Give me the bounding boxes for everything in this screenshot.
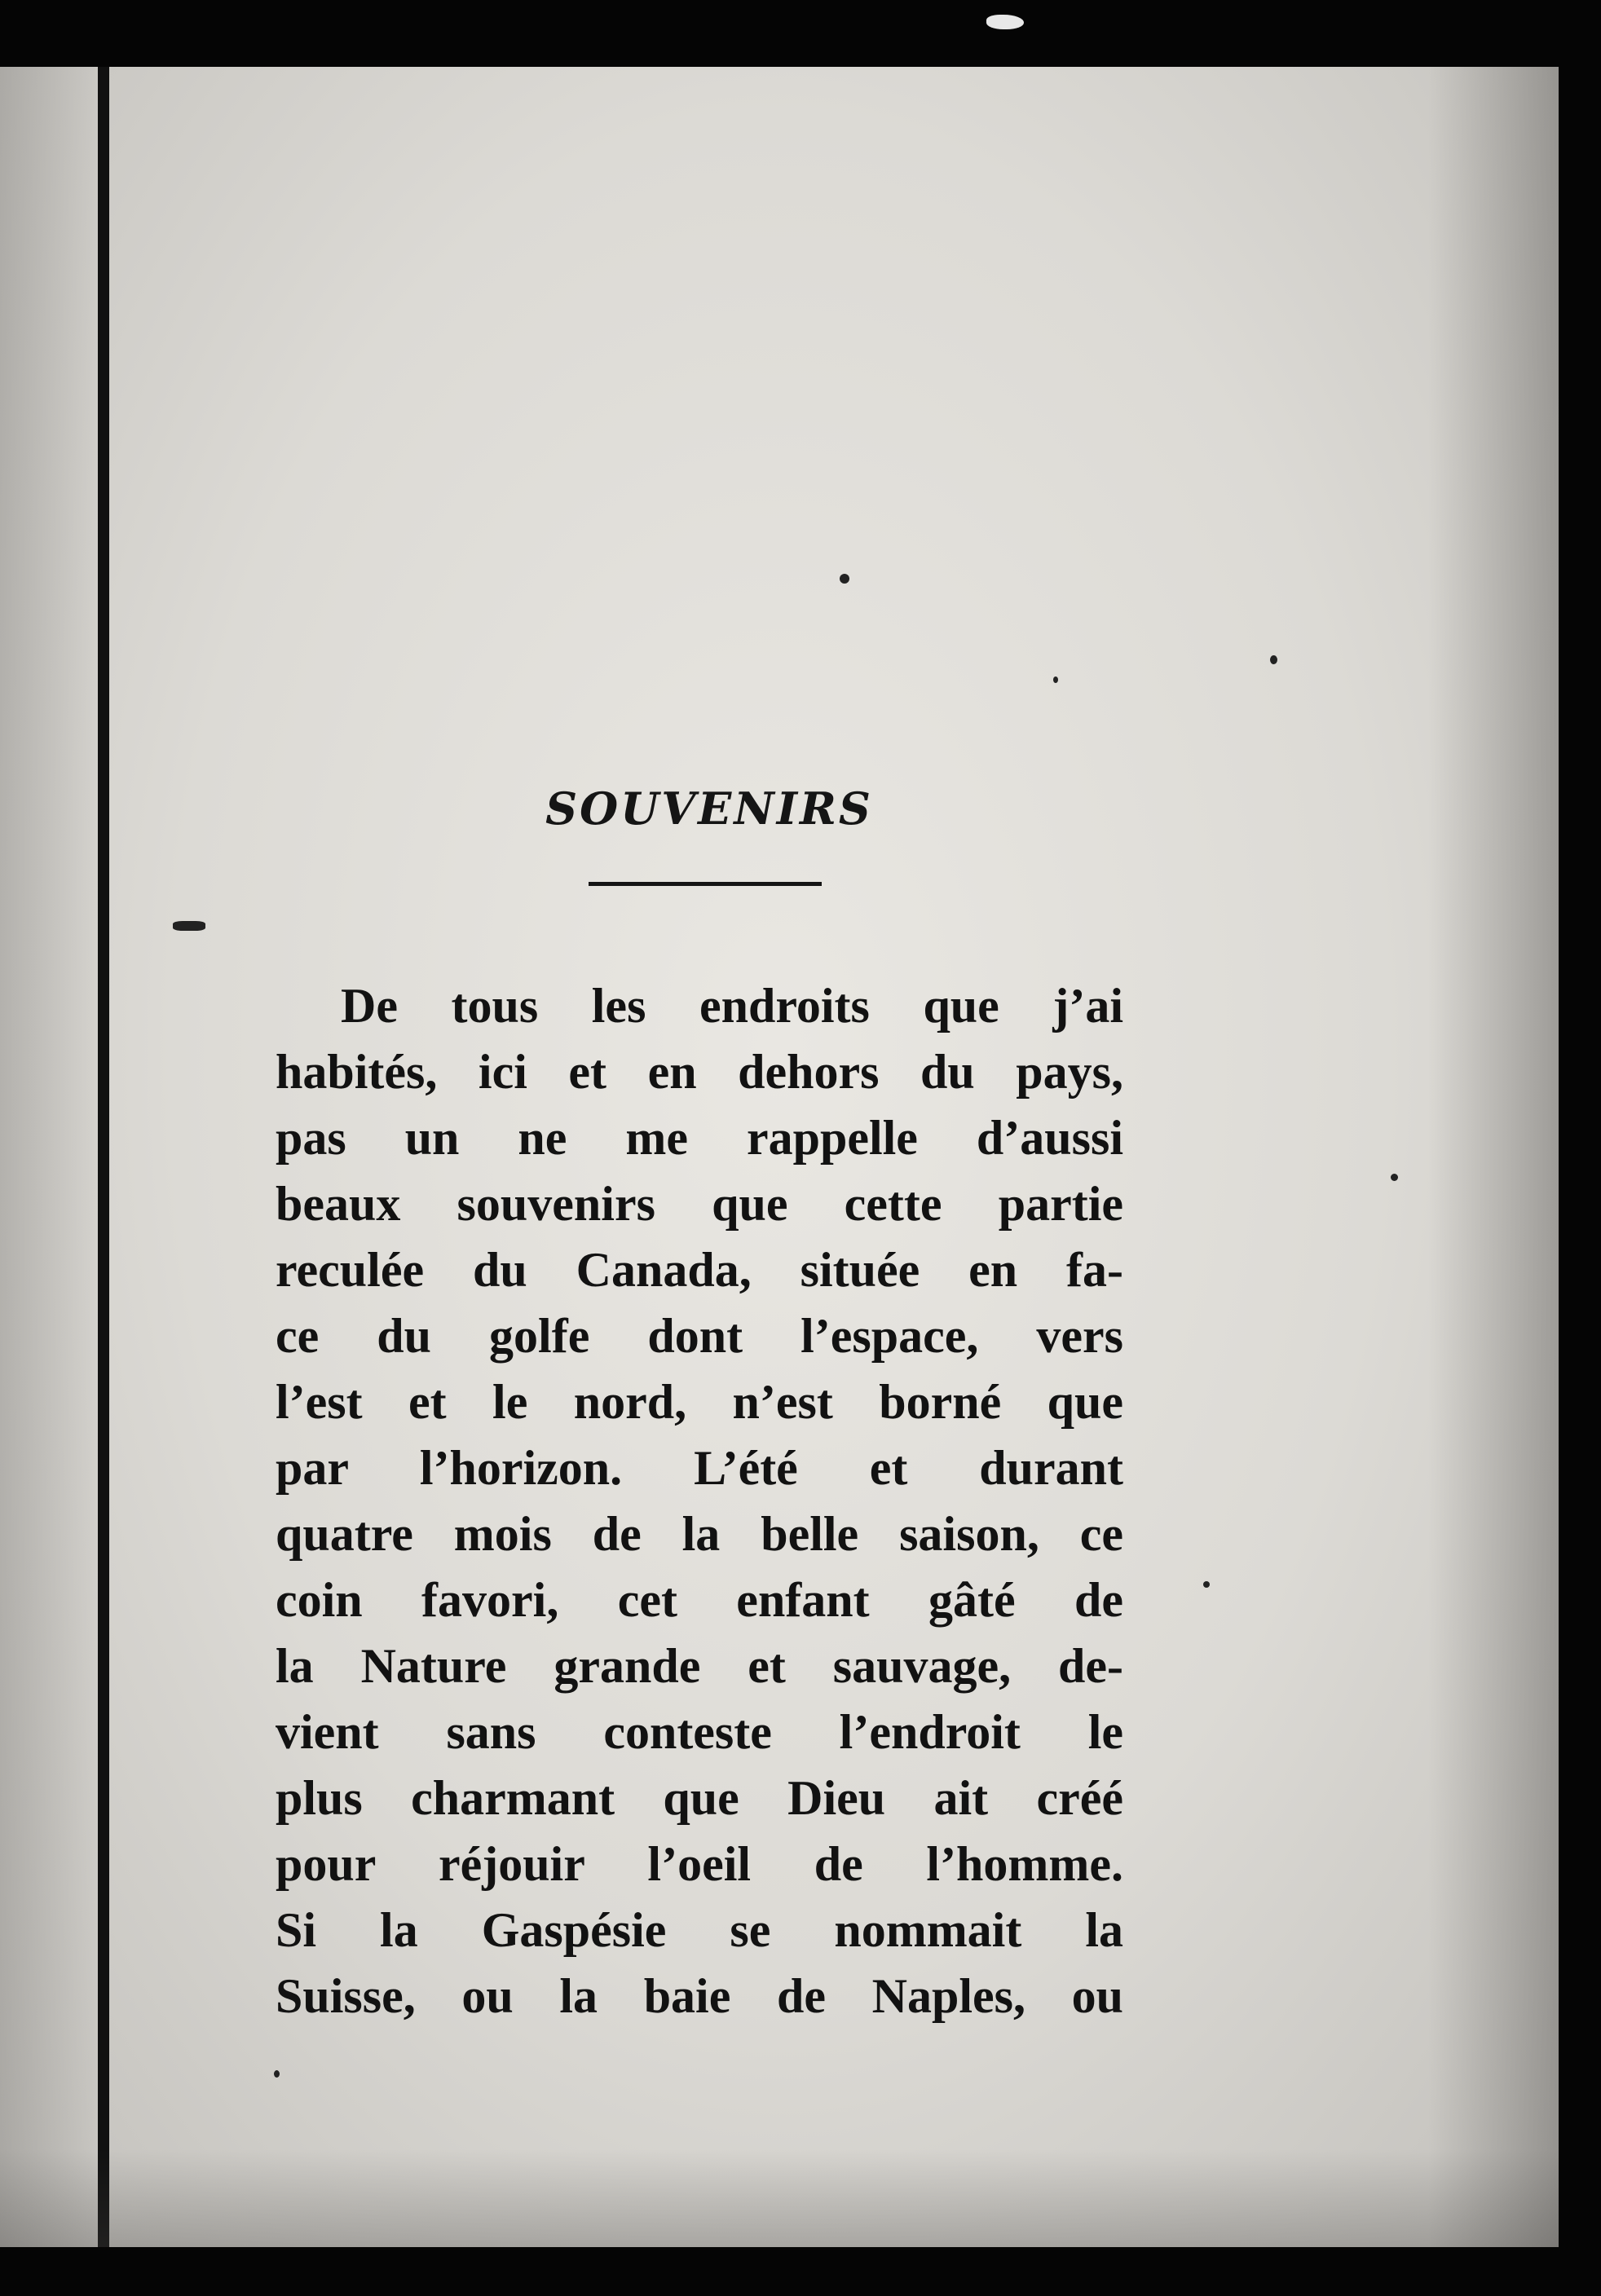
text-line: Si la Gaspésie se nommait la <box>276 1903 1123 1957</box>
text-line: vient sans conteste l’endroit le <box>276 1705 1123 1759</box>
text-line: pour réjouir l’oeil de l’homme. <box>276 1837 1123 1891</box>
ink-speck <box>1053 676 1058 683</box>
text-line: quatre mois de la belle saison, ce <box>276 1507 1123 1561</box>
ink-speck <box>1391 1174 1398 1181</box>
paper-scrap <box>986 15 1024 29</box>
text-line: la Nature grande et sauvage, de- <box>276 1639 1123 1693</box>
right-edge-shadow <box>1428 67 1559 2247</box>
text-line: par l’horizon. L’été et durant <box>276 1441 1123 1495</box>
bottom-edge-shadow <box>0 2149 1559 2247</box>
ink-speck <box>840 574 849 584</box>
text-line: De tous les endroits que j’ai <box>341 979 1123 1033</box>
binding-line <box>98 67 109 2247</box>
title-underline-rule <box>589 882 822 886</box>
text-line: habités, ici et en dehors du pays, <box>276 1045 1123 1099</box>
book-page <box>0 67 1559 2247</box>
paragraph <box>276 973 1123 2029</box>
text-line: reculée du Canada, située en fa- <box>276 1243 1123 1297</box>
ink-smudge <box>173 921 205 931</box>
ink-speck <box>274 2070 280 2078</box>
text-line: plus charmant que Dieu ait créé <box>276 1771 1123 1825</box>
text-line: pas un ne me rappelle d’aussi <box>276 1111 1123 1165</box>
text-line: Suisse, ou la baie de Naples, ou <box>276 1969 1123 2023</box>
text-line: coin favori, cet enfant gâté de <box>276 1573 1123 1627</box>
chapter-title: SOUVENIRS <box>545 782 873 835</box>
text-line: ce du golfe dont l’espace, vers <box>276 1309 1123 1363</box>
ink-speck <box>1203 1581 1210 1588</box>
text-line: l’est et le nord, n’est borné que <box>276 1375 1123 1429</box>
ink-speck <box>1270 655 1277 664</box>
text-line: beaux souvenirs que cette partie <box>276 1177 1123 1231</box>
left-page-edge <box>0 67 98 2247</box>
